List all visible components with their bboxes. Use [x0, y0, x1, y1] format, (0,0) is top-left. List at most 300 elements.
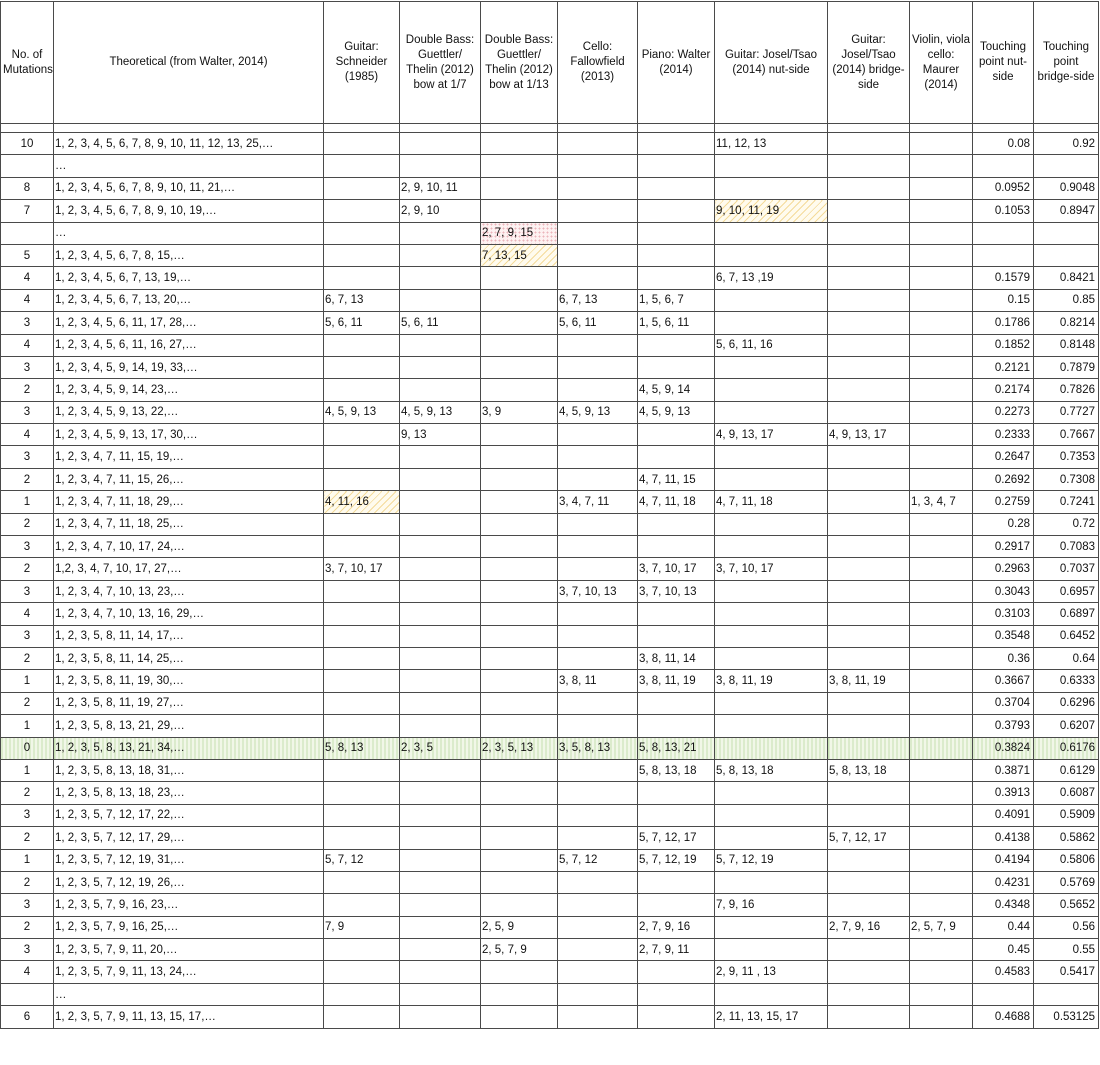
guitar-bridge-cell: [828, 939, 910, 961]
guitar-nut-cell: [715, 647, 828, 669]
touching-bridge-cell: 0.5769: [1034, 871, 1099, 893]
cello-cell: [558, 155, 638, 177]
guitar-bridge-cell: [828, 401, 910, 423]
theoretical-cell: 1, 2, 3, 4, 5, 6, 7, 13, 20,…: [54, 289, 324, 311]
double-bass-1-13-cell: [481, 692, 558, 714]
double-bass-1-7-cell: [400, 536, 481, 558]
touching-bridge-cell: 0.5806: [1034, 849, 1099, 871]
touching-nut-cell: 0.1579: [973, 267, 1034, 289]
double-bass-1-7-cell: 2, 9, 10: [400, 200, 481, 222]
double-bass-1-13-cell: [481, 804, 558, 826]
touching-bridge-cell: 0.8421: [1034, 267, 1099, 289]
theoretical-cell: 1, 2, 3, 5, 8, 13, 21, 29,…: [54, 715, 324, 737]
violin-cell: [910, 558, 973, 580]
mutations-cell: 7: [1, 200, 54, 222]
guitar-bridge-cell: [828, 124, 910, 133]
theoretical-cell: 1, 2, 3, 4, 5, 6, 11, 17, 28,…: [54, 312, 324, 334]
table-row: [1, 983, 1099, 1005]
touching-bridge-cell: 0.7667: [1034, 424, 1099, 446]
cello-cell: 3, 7, 10, 13: [558, 580, 638, 602]
mutations-cell: 2: [1, 871, 54, 893]
guitar-schneider-cell: 5, 7, 12: [324, 849, 400, 871]
guitar-nut-cell: [715, 871, 828, 893]
touching-bridge-cell: 0.6129: [1034, 759, 1099, 781]
double-bass-1-13-cell: [481, 715, 558, 737]
cello-cell: 5, 6, 11: [558, 312, 638, 334]
double-bass-1-13-cell: 2, 7, 9, 15: [481, 222, 558, 244]
theoretical-cell: 1, 2, 3, 5, 7, 9, 16, 23,…: [54, 894, 324, 916]
piano-cell: [638, 804, 715, 826]
table-row: [1, 446, 1099, 468]
touching-bridge-cell: 0.55: [1034, 939, 1099, 961]
piano-cell: 4, 7, 11, 15: [638, 468, 715, 490]
double-bass-1-13-cell: 2, 3, 5, 13: [481, 737, 558, 759]
theoretical-cell: [54, 124, 324, 133]
table-row: [1, 312, 1099, 334]
touching-bridge-cell: 0.7879: [1034, 356, 1099, 378]
theoretical-cell: 1, 2, 3, 4, 5, 6, 7, 8, 9, 10, 19,…: [54, 200, 324, 222]
guitar-schneider-cell: 4, 5, 9, 13: [324, 401, 400, 423]
piano-cell: 1, 5, 6, 11: [638, 312, 715, 334]
violin-cell: [910, 670, 973, 692]
theoretical-cell: …: [54, 222, 324, 244]
double-bass-1-13-cell: [481, 670, 558, 692]
double-bass-1-7-cell: [400, 983, 481, 1005]
mutations-cell: [1, 155, 54, 177]
piano-cell: 5, 8, 13, 18: [638, 759, 715, 781]
piano-cell: [638, 983, 715, 1005]
double-bass-1-7-cell: [400, 961, 481, 983]
double-bass-1-7-cell: [400, 267, 481, 289]
guitar-schneider-cell: [324, 177, 400, 199]
double-bass-1-7-cell: [400, 379, 481, 401]
piano-cell: [638, 625, 715, 647]
touching-bridge-cell: 0.64: [1034, 647, 1099, 669]
table-row: [1, 289, 1099, 311]
violin-cell: [910, 983, 973, 1005]
cello-cell: [558, 177, 638, 199]
mutations-cell: 1: [1, 491, 54, 513]
guitar-bridge-cell: [828, 155, 910, 177]
piano-cell: [638, 871, 715, 893]
double-bass-1-7-cell: 9, 13: [400, 424, 481, 446]
double-bass-1-13-cell: 2, 5, 9: [481, 916, 558, 938]
theoretical-cell: 1, 2, 3, 5, 8, 11, 14, 25,…: [54, 647, 324, 669]
guitar-nut-cell: 5, 8, 13, 18: [715, 759, 828, 781]
cello-cell: [558, 871, 638, 893]
mutations-cell: 2: [1, 379, 54, 401]
cello-cell: 3, 5, 8, 13: [558, 737, 638, 759]
violin-cell: [910, 424, 973, 446]
piano-cell: [638, 894, 715, 916]
double-bass-1-7-cell: [400, 446, 481, 468]
piano-cell: 1, 5, 6, 7: [638, 289, 715, 311]
touching-bridge-cell: 0.8947: [1034, 200, 1099, 222]
double-bass-1-13-cell: [481, 513, 558, 535]
guitar-nut-cell: [715, 244, 828, 266]
cello-cell: [558, 513, 638, 535]
guitar-nut-cell: 2, 11, 13, 15, 17: [715, 1006, 828, 1028]
guitar-bridge-cell: [828, 715, 910, 737]
cello-cell: [558, 222, 638, 244]
double-bass-1-13-cell: [481, 1006, 558, 1028]
mutations-cell: 3: [1, 625, 54, 647]
touching-bridge-cell: 0.6087: [1034, 782, 1099, 804]
cello-cell: [558, 356, 638, 378]
double-bass-1-7-cell: [400, 715, 481, 737]
table-row: [1, 871, 1099, 893]
guitar-bridge-cell: [828, 647, 910, 669]
guitar-nut-cell: [715, 715, 828, 737]
guitar-bridge-cell: [828, 849, 910, 871]
violin-cell: [910, 603, 973, 625]
table-row: [1, 244, 1099, 266]
cello-cell: [558, 827, 638, 849]
double-bass-1-13-cell: [481, 289, 558, 311]
theoretical-cell: 1, 2, 3, 5, 7, 12, 17, 29,…: [54, 827, 324, 849]
cello-cell: [558, 782, 638, 804]
guitar-schneider-cell: 5, 6, 11: [324, 312, 400, 334]
table-row: [1, 737, 1099, 759]
theoretical-cell: 1, 2, 3, 5, 8, 11, 14, 17,…: [54, 625, 324, 647]
violin-cell: [910, 737, 973, 759]
theoretical-cell: 1, 2, 3, 5, 8, 13, 18, 23,…: [54, 782, 324, 804]
touching-bridge-cell: 0.6207: [1034, 715, 1099, 737]
touching-bridge-cell: 0.5652: [1034, 894, 1099, 916]
double-bass-1-7-cell: 2, 3, 5: [400, 737, 481, 759]
double-bass-1-13-cell: [481, 379, 558, 401]
piano-cell: [638, 244, 715, 266]
double-bass-1-13-cell: [481, 625, 558, 647]
guitar-bridge-cell: [828, 491, 910, 513]
touching-nut-cell: 0.3871: [973, 759, 1034, 781]
touching-nut-cell: 0.2692: [973, 468, 1034, 490]
cello-cell: 5, 7, 12: [558, 849, 638, 871]
double-bass-1-13-cell: [481, 961, 558, 983]
touching-nut-cell: [973, 983, 1034, 1005]
guitar-nut-cell: [715, 625, 828, 647]
guitar-schneider-cell: [324, 871, 400, 893]
guitar-bridge-cell: [828, 580, 910, 602]
touching-nut-cell: 0.3043: [973, 580, 1034, 602]
violin-cell: [910, 939, 973, 961]
piano-cell: [638, 133, 715, 155]
table-row: [1, 894, 1099, 916]
mutations-cell: 4: [1, 267, 54, 289]
guitar-bridge-cell: [828, 804, 910, 826]
double-bass-1-13-cell: [481, 580, 558, 602]
mutations-cell: 1: [1, 715, 54, 737]
guitar-nut-cell: [715, 939, 828, 961]
touching-bridge-cell: 0.9048: [1034, 177, 1099, 199]
guitar-bridge-cell: [828, 961, 910, 983]
theoretical-cell: 1, 2, 3, 5, 7, 12, 19, 31,…: [54, 849, 324, 871]
touching-nut-cell: [973, 124, 1034, 133]
guitar-bridge-cell: [828, 244, 910, 266]
guitar-schneider-cell: [324, 468, 400, 490]
guitar-nut-cell: [715, 692, 828, 714]
guitar-schneider-cell: [324, 670, 400, 692]
double-bass-1-7-cell: [400, 625, 481, 647]
header-guitar-schneider: Guitar: Schneider (1985): [324, 2, 400, 124]
theoretical-cell: 1, 2, 3, 5, 8, 13, 21, 34,…: [54, 737, 324, 759]
violin-cell: [910, 1006, 973, 1028]
cello-cell: [558, 124, 638, 133]
guitar-schneider-cell: [324, 513, 400, 535]
guitar-nut-cell: 4, 7, 11, 18: [715, 491, 828, 513]
table-row: [1, 625, 1099, 647]
guitar-schneider-cell: [324, 983, 400, 1005]
touching-bridge-cell: 0.6452: [1034, 625, 1099, 647]
guitar-schneider-cell: [324, 536, 400, 558]
piano-cell: [638, 446, 715, 468]
touching-nut-cell: 0.4194: [973, 849, 1034, 871]
touching-bridge-cell: [1034, 124, 1099, 133]
mutations-cell: 2: [1, 468, 54, 490]
double-bass-1-13-cell: [481, 200, 558, 222]
guitar-nut-cell: [715, 177, 828, 199]
touching-nut-cell: 0.44: [973, 916, 1034, 938]
touching-nut-cell: [973, 155, 1034, 177]
piano-cell: [638, 782, 715, 804]
mutations-cell: 2: [1, 692, 54, 714]
theoretical-cell: …: [54, 983, 324, 1005]
cello-cell: [558, 692, 638, 714]
violin-cell: [910, 267, 973, 289]
table-row: [1, 222, 1099, 244]
table-row: [1, 513, 1099, 535]
double-bass-1-13-cell: 7, 13, 15: [481, 244, 558, 266]
guitar-schneider-cell: [324, 603, 400, 625]
theoretical-cell: 1,2, 3, 4, 7, 10, 17, 27,…: [54, 558, 324, 580]
double-bass-1-7-cell: 2, 9, 10, 11: [400, 177, 481, 199]
guitar-schneider-cell: [324, 804, 400, 826]
cello-cell: [558, 536, 638, 558]
touching-nut-cell: [973, 244, 1034, 266]
guitar-bridge-cell: [828, 177, 910, 199]
guitar-nut-cell: 3, 8, 11, 19: [715, 670, 828, 692]
touching-nut-cell: 0.3548: [973, 625, 1034, 647]
guitar-nut-cell: [715, 401, 828, 423]
guitar-bridge-cell: [828, 334, 910, 356]
theoretical-cell: 1, 2, 3, 4, 7, 11, 18, 29,…: [54, 491, 324, 513]
table-row: [1, 155, 1099, 177]
mutations-cell: 4: [1, 334, 54, 356]
table-body: [1, 124, 1099, 1029]
mutations-cell: 3: [1, 939, 54, 961]
cello-cell: [558, 244, 638, 266]
mutations-cell: 4: [1, 424, 54, 446]
guitar-schneider-cell: [324, 222, 400, 244]
touching-nut-cell: 0.2759: [973, 491, 1034, 513]
header-row: [1, 2, 1099, 124]
violin-cell: [910, 961, 973, 983]
guitar-bridge-cell: [828, 468, 910, 490]
touching-bridge-cell: 0.92: [1034, 133, 1099, 155]
guitar-nut-cell: [715, 468, 828, 490]
guitar-bridge-cell: [828, 133, 910, 155]
guitar-nut-cell: [715, 379, 828, 401]
double-bass-1-13-cell: [481, 759, 558, 781]
guitar-bridge-cell: [828, 1006, 910, 1028]
theoretical-cell: 1, 2, 3, 4, 5, 6, 7, 8, 9, 10, 11, 12, 13, 25,…: [54, 133, 324, 155]
mutations-cell: 10: [1, 133, 54, 155]
table-row: [1, 827, 1099, 849]
touching-bridge-cell: 0.7241: [1034, 491, 1099, 513]
guitar-schneider-cell: [324, 827, 400, 849]
theoretical-cell: …: [54, 155, 324, 177]
violin-cell: [910, 647, 973, 669]
guitar-nut-cell: 9, 10, 11, 19: [715, 200, 828, 222]
guitar-bridge-cell: 3, 8, 11, 19: [828, 670, 910, 692]
touching-nut-cell: 0.2333: [973, 424, 1034, 446]
mutations-table: [0, 1, 1099, 1029]
header-guitar-bridge-side: Guitar: Josel/Tsao (2014) bridge-side: [828, 2, 910, 124]
violin-cell: [910, 625, 973, 647]
violin-cell: 2, 5, 7, 9: [910, 916, 973, 938]
header-touching-bridge: Touching point bridge-side: [1034, 2, 1099, 124]
guitar-nut-cell: 4, 9, 13, 17: [715, 424, 828, 446]
double-bass-1-13-cell: [481, 155, 558, 177]
piano-cell: [638, 424, 715, 446]
violin-cell: [910, 804, 973, 826]
piano-cell: 2, 7, 9, 16: [638, 916, 715, 938]
cello-cell: [558, 939, 638, 961]
theoretical-cell: 1, 2, 3, 5, 7, 12, 19, 26,…: [54, 871, 324, 893]
table-row: [1, 759, 1099, 781]
guitar-nut-cell: [715, 124, 828, 133]
piano-cell: 4, 5, 9, 13: [638, 401, 715, 423]
cello-cell: [558, 558, 638, 580]
guitar-nut-cell: [715, 603, 828, 625]
cello-cell: 6, 7, 13: [558, 289, 638, 311]
theoretical-cell: 1, 2, 3, 4, 7, 10, 13, 23,…: [54, 580, 324, 602]
cello-cell: [558, 894, 638, 916]
mutations-cell: 4: [1, 603, 54, 625]
mutations-cell: 1: [1, 759, 54, 781]
guitar-nut-cell: 7, 9, 16: [715, 894, 828, 916]
double-bass-1-13-cell: [481, 558, 558, 580]
piano-cell: 3, 8, 11, 14: [638, 647, 715, 669]
guitar-bridge-cell: [828, 379, 910, 401]
double-bass-1-7-cell: [400, 155, 481, 177]
double-bass-1-7-cell: [400, 782, 481, 804]
double-bass-1-13-cell: [481, 871, 558, 893]
piano-cell: [638, 536, 715, 558]
touching-nut-cell: 0.28: [973, 513, 1034, 535]
double-bass-1-7-cell: [400, 647, 481, 669]
touching-bridge-cell: 0.7083: [1034, 536, 1099, 558]
cello-cell: [558, 379, 638, 401]
touching-nut-cell: 0.2647: [973, 446, 1034, 468]
cello-cell: [558, 267, 638, 289]
violin-cell: [910, 356, 973, 378]
touching-bridge-cell: 0.8148: [1034, 334, 1099, 356]
mutations-cell: 3: [1, 356, 54, 378]
cello-cell: 3, 8, 11: [558, 670, 638, 692]
double-bass-1-7-cell: [400, 289, 481, 311]
guitar-nut-cell: [715, 536, 828, 558]
guitar-schneider-cell: [324, 424, 400, 446]
touching-nut-cell: 0.1852: [973, 334, 1034, 356]
double-bass-1-13-cell: [481, 782, 558, 804]
guitar-bridge-cell: [828, 983, 910, 1005]
theoretical-cell: 1, 2, 3, 4, 7, 10, 13, 16, 29,…: [54, 603, 324, 625]
touching-nut-cell: 0.2174: [973, 379, 1034, 401]
touching-bridge-cell: 0.53125: [1034, 1006, 1099, 1028]
guitar-bridge-cell: [828, 894, 910, 916]
double-bass-1-13-cell: [481, 356, 558, 378]
touching-nut-cell: 0.4138: [973, 827, 1034, 849]
double-bass-1-13-cell: [481, 124, 558, 133]
guitar-nut-cell: [715, 289, 828, 311]
guitar-schneider-cell: [324, 939, 400, 961]
table-row: [1, 692, 1099, 714]
piano-cell: 3, 7, 10, 13: [638, 580, 715, 602]
double-bass-1-7-cell: [400, 558, 481, 580]
guitar-bridge-cell: [828, 222, 910, 244]
guitar-schneider-cell: [324, 155, 400, 177]
piano-cell: [638, 200, 715, 222]
cello-cell: [558, 133, 638, 155]
violin-cell: [910, 827, 973, 849]
cello-cell: [558, 200, 638, 222]
double-bass-1-7-cell: [400, 871, 481, 893]
double-bass-1-7-cell: [400, 849, 481, 871]
violin-cell: [910, 334, 973, 356]
guitar-nut-cell: 2, 9, 11 , 13: [715, 961, 828, 983]
violin-cell: [910, 759, 973, 781]
mutations-cell: [1, 124, 54, 133]
table-row: [1, 939, 1099, 961]
double-bass-1-7-cell: [400, 603, 481, 625]
mutations-cell: 2: [1, 647, 54, 669]
guitar-bridge-cell: [828, 289, 910, 311]
cello-cell: 4, 5, 9, 13: [558, 401, 638, 423]
guitar-bridge-cell: [828, 200, 910, 222]
double-bass-1-7-cell: [400, 244, 481, 266]
table-row: [1, 536, 1099, 558]
cello-cell: [558, 961, 638, 983]
guitar-nut-cell: 11, 12, 13: [715, 133, 828, 155]
violin-cell: [910, 289, 973, 311]
guitar-schneider-cell: [324, 1006, 400, 1028]
touching-nut-cell: 0.1053: [973, 200, 1034, 222]
table-row: [1, 267, 1099, 289]
touching-bridge-cell: 0.6957: [1034, 580, 1099, 602]
piano-cell: [638, 222, 715, 244]
guitar-schneider-cell: [324, 446, 400, 468]
piano-cell: [638, 961, 715, 983]
touching-bridge-cell: 0.72: [1034, 513, 1099, 535]
theoretical-cell: 1, 2, 3, 5, 7, 9, 16, 25,…: [54, 916, 324, 938]
touching-nut-cell: 0.3667: [973, 670, 1034, 692]
theoretical-cell: 1, 2, 3, 5, 7, 9, 11, 13, 15, 17,…: [54, 1006, 324, 1028]
double-bass-1-13-cell: [481, 312, 558, 334]
guitar-schneider-cell: 6, 7, 13: [324, 289, 400, 311]
double-bass-1-13-cell: [481, 894, 558, 916]
table-row: [1, 401, 1099, 423]
cello-cell: [558, 625, 638, 647]
touching-nut-cell: 0.15: [973, 289, 1034, 311]
guitar-bridge-cell: [828, 603, 910, 625]
table-row: [1, 177, 1099, 199]
cello-cell: [558, 916, 638, 938]
double-bass-1-13-cell: [481, 536, 558, 558]
violin-cell: [910, 715, 973, 737]
touching-nut-cell: 0.36: [973, 647, 1034, 669]
touching-nut-cell: 0.0952: [973, 177, 1034, 199]
